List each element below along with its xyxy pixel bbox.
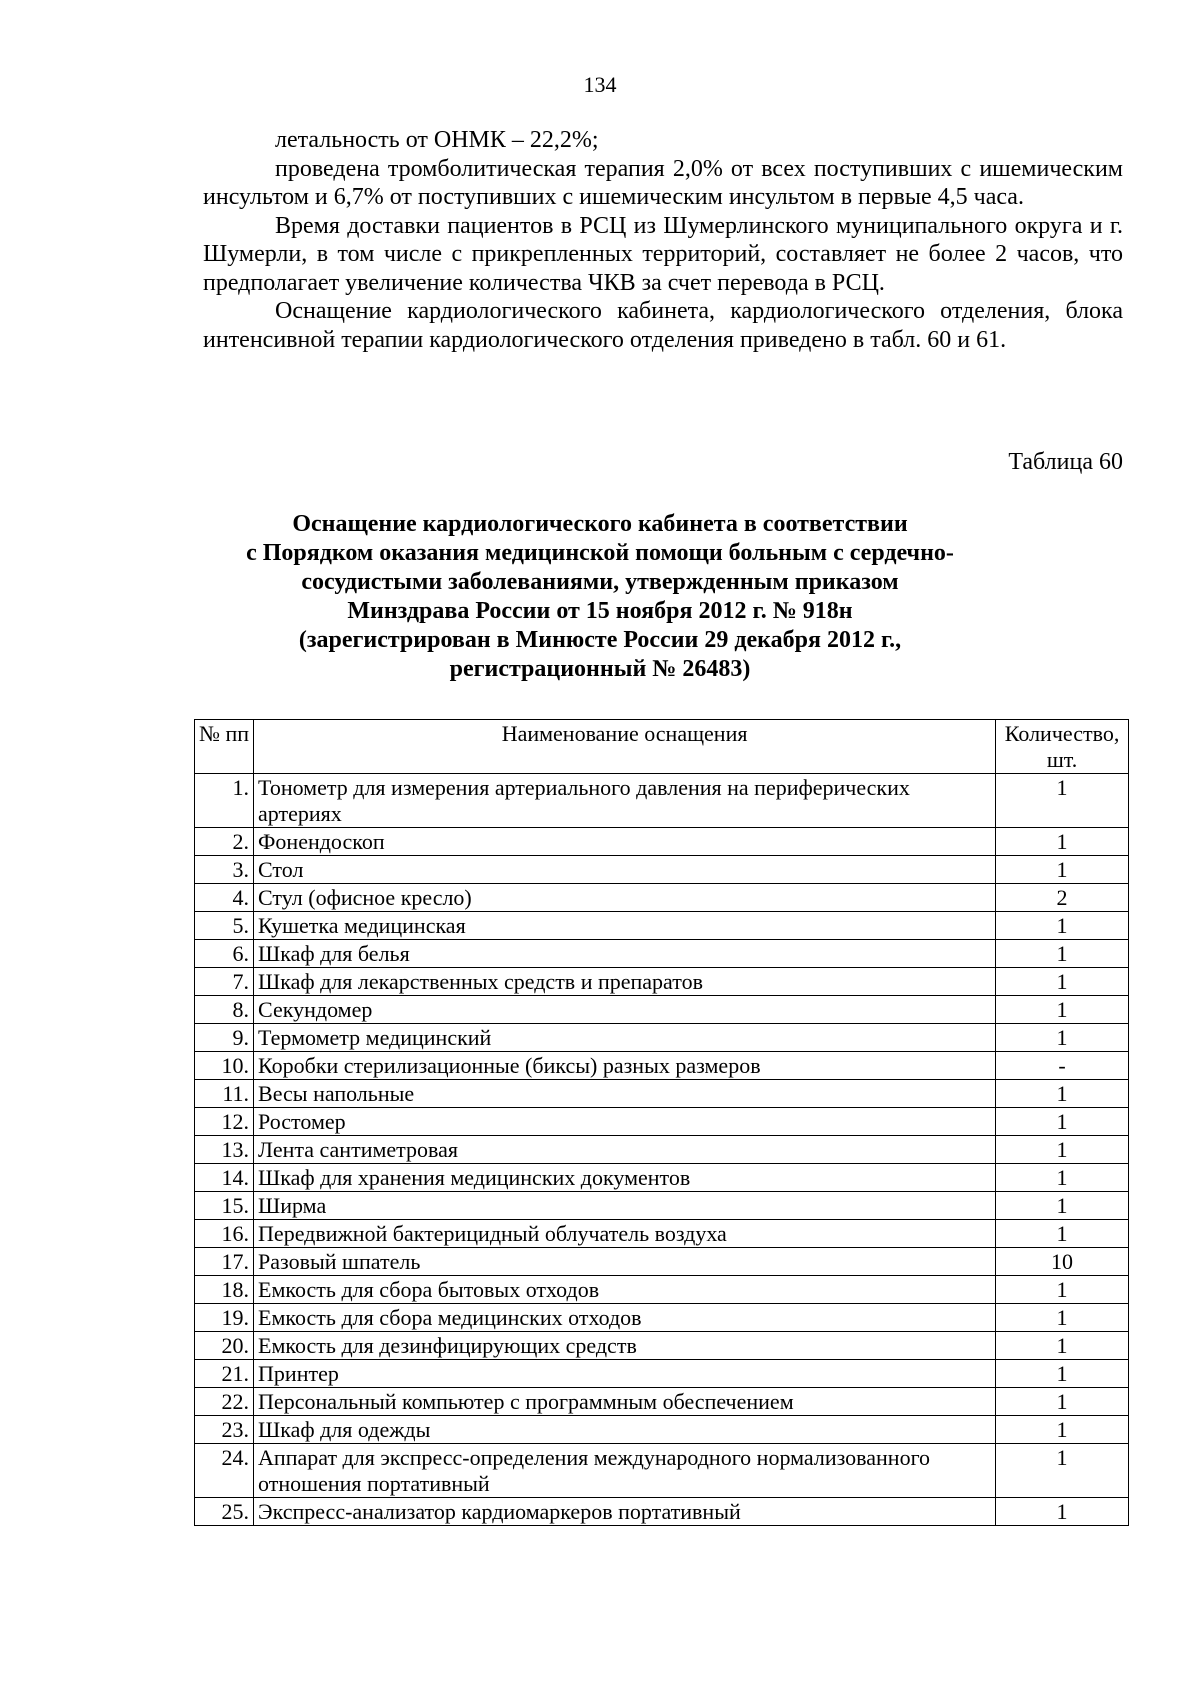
equipment-name: Разовый шпатель — [254, 1248, 996, 1276]
table-row — [195, 940, 1129, 968]
row-number: 5. — [195, 912, 254, 940]
row-number: 13. — [195, 1136, 254, 1164]
equipment-name: Аппарат для экспресс-определения международного нормализованного отношения портативный — [254, 1444, 996, 1498]
equipment-name: Кушетка медицинская — [254, 912, 996, 940]
equipment-quantity: 1 — [996, 996, 1129, 1024]
equipment-quantity: 10 — [996, 1248, 1129, 1276]
equipment-name: Шкаф для белья — [254, 940, 996, 968]
equipment-quantity: 1 — [996, 1164, 1129, 1192]
row-number: 7. — [195, 968, 254, 996]
equipment-name: Термометр медицинский — [254, 1024, 996, 1052]
equipment-quantity: 1 — [996, 1332, 1129, 1360]
row-number: 6. — [195, 940, 254, 968]
table-title-line: регистрационный № 26483) — [449, 656, 751, 682]
equipment-quantity: 1 — [996, 912, 1129, 940]
table-row — [195, 1220, 1129, 1248]
row-number: 24. — [195, 1444, 254, 1498]
equipment-quantity: 1 — [996, 828, 1129, 856]
equipment-name: Тонометр для измерения артериального давления на периферических артериях — [254, 774, 996, 828]
table-row — [195, 884, 1129, 912]
equipment-quantity: 1 — [996, 1192, 1129, 1220]
table-row — [195, 1276, 1129, 1304]
row-number: 23. — [195, 1416, 254, 1444]
row-number: 9. — [195, 1024, 254, 1052]
equipment-name: Шкаф для одежды — [254, 1416, 996, 1444]
equipment-quantity: 1 — [996, 1444, 1129, 1498]
equipment-name: Стул (офисное кресло) — [254, 884, 996, 912]
equipment-quantity: 1 — [996, 774, 1129, 828]
header-name: Наименование оснащения — [254, 720, 996, 774]
table-label: Таблица 60 — [1008, 449, 1123, 475]
equipment-name: Ростомер — [254, 1108, 996, 1136]
equipment-quantity: 1 — [996, 1498, 1129, 1526]
row-number: 10. — [195, 1052, 254, 1080]
table-row — [195, 1444, 1129, 1498]
table-row — [195, 1024, 1129, 1052]
equipment-quantity: 1 — [996, 1080, 1129, 1108]
equipment-name: Емкость для дезинфицирующих средств — [254, 1332, 996, 1360]
table-title-line: (зарегистрирован в Минюсте России 29 декабря 2012 г., — [298, 627, 902, 653]
table-row — [195, 1108, 1129, 1136]
equipment-quantity: 1 — [996, 940, 1129, 968]
row-number: 22. — [195, 1388, 254, 1416]
table-row — [195, 1416, 1129, 1444]
row-number: 4. — [195, 884, 254, 912]
row-number: 16. — [195, 1220, 254, 1248]
row-number: 25. — [195, 1498, 254, 1526]
table-row — [195, 1332, 1129, 1360]
equipment-quantity: 1 — [996, 1276, 1129, 1304]
row-number: 15. — [195, 1192, 254, 1220]
table-row — [195, 1164, 1129, 1192]
table-header-row — [195, 720, 1129, 774]
row-number: 21. — [195, 1360, 254, 1388]
equipment-name: Весы напольные — [254, 1080, 996, 1108]
table-row — [195, 968, 1129, 996]
equipment-name: Секундомер — [254, 996, 996, 1024]
equipment-name: Ширма — [254, 1192, 996, 1220]
equipment-quantity: 1 — [996, 1416, 1129, 1444]
paragraph: Оснащение кардиологического кабинета, кардиологического отделения, блока интенсивной терапии кардиологического отделения приведено в табл. 60 и 61. — [203, 298, 1123, 353]
paragraph: Время доставки пациентов в РСЦ из Шумерлинского муниципального округа и г. Шумерли, в том числе с прикрепленных территорий, составляет не более 2 часов, что предполагает увеличение количества ЧКВ за счет перевода в РСЦ. — [203, 212, 1123, 296]
row-number: 20. — [195, 1332, 254, 1360]
equipment-name: Коробки стерилизационные (биксы) разных размеров — [254, 1052, 996, 1080]
table-row — [195, 1052, 1129, 1080]
table-title-line: с Порядком оказания медицинской помощи больным с сердечно- — [246, 540, 954, 566]
table-title-line: Оснащение кардиологического кабинета в соответствии — [292, 511, 908, 537]
table-row — [195, 1080, 1129, 1108]
equipment-quantity: 1 — [996, 1136, 1129, 1164]
row-number: 14. — [195, 1164, 254, 1192]
table-row — [195, 774, 1129, 828]
equipment-table — [194, 719, 1129, 1526]
equipment-quantity: 2 — [996, 884, 1129, 912]
table-row — [195, 996, 1129, 1024]
row-number: 1. — [195, 774, 254, 828]
body-text — [203, 126, 1123, 354]
equipment-quantity: 1 — [996, 1388, 1129, 1416]
equipment-name: Экспресс-анализатор кардиомаркеров портативный — [254, 1498, 996, 1526]
table-row — [195, 1248, 1129, 1276]
equipment-quantity: 1 — [996, 1360, 1129, 1388]
equipment-quantity: 1 — [996, 968, 1129, 996]
table-row — [195, 1136, 1129, 1164]
equipment-name: Принтер — [254, 1360, 996, 1388]
table-row — [195, 1192, 1129, 1220]
paragraph: проведена тромболитическая терапия 2,0% от всех поступивших с ишемическим инсультом и 6,7% от поступивших с ишемическим инсультом в первые 4,5 часа. — [203, 155, 1123, 210]
paragraph: летальность от ОНМК – 22,2%; — [275, 127, 599, 153]
header-num: № пп — [195, 720, 254, 774]
table-row — [195, 1360, 1129, 1388]
table-row — [195, 912, 1129, 940]
row-number: 17. — [195, 1248, 254, 1276]
equipment-name: Шкаф для лекарственных средств и препаратов — [254, 968, 996, 996]
row-number: 11. — [195, 1080, 254, 1108]
row-number: 8. — [195, 996, 254, 1024]
table-row — [195, 1388, 1129, 1416]
equipment-quantity: 1 — [996, 1220, 1129, 1248]
table-row — [195, 1304, 1129, 1332]
equipment-name: Фонендоскоп — [254, 828, 996, 856]
table-row — [195, 828, 1129, 856]
row-number: 2. — [195, 828, 254, 856]
page-number: 134 — [583, 72, 617, 97]
equipment-name: Стол — [254, 856, 996, 884]
equipment-name: Передвижной бактерицидный облучатель воздуха — [254, 1220, 996, 1248]
header-qty: Количество, шт. — [996, 720, 1129, 774]
equipment-quantity: 1 — [996, 1304, 1129, 1332]
equipment-name: Лента сантиметровая — [254, 1136, 996, 1164]
equipment-quantity: 1 — [996, 1108, 1129, 1136]
row-number: 12. — [195, 1108, 254, 1136]
equipment-name: Емкость для сбора медицинских отходов — [254, 1304, 996, 1332]
table-title-line: сосудистыми заболеваниями, утвержденным приказом — [301, 569, 899, 595]
equipment-name: Шкаф для хранения медицинских документов — [254, 1164, 996, 1192]
table-body — [195, 774, 1129, 1526]
row-number: 19. — [195, 1304, 254, 1332]
table-title — [150, 510, 1050, 684]
table-row — [195, 856, 1129, 884]
row-number: 18. — [195, 1276, 254, 1304]
equipment-quantity: 1 — [996, 856, 1129, 884]
table-row — [195, 1498, 1129, 1526]
equipment-name: Персональный компьютер с программным обеспечением — [254, 1388, 996, 1416]
table-title-line: Минздрава России от 15 ноября 2012 г. № 918н — [347, 598, 853, 624]
equipment-quantity: 1 — [996, 1024, 1129, 1052]
equipment-quantity: - — [996, 1052, 1129, 1080]
row-number: 3. — [195, 856, 254, 884]
equipment-name: Емкость для сбора бытовых отходов — [254, 1276, 996, 1304]
